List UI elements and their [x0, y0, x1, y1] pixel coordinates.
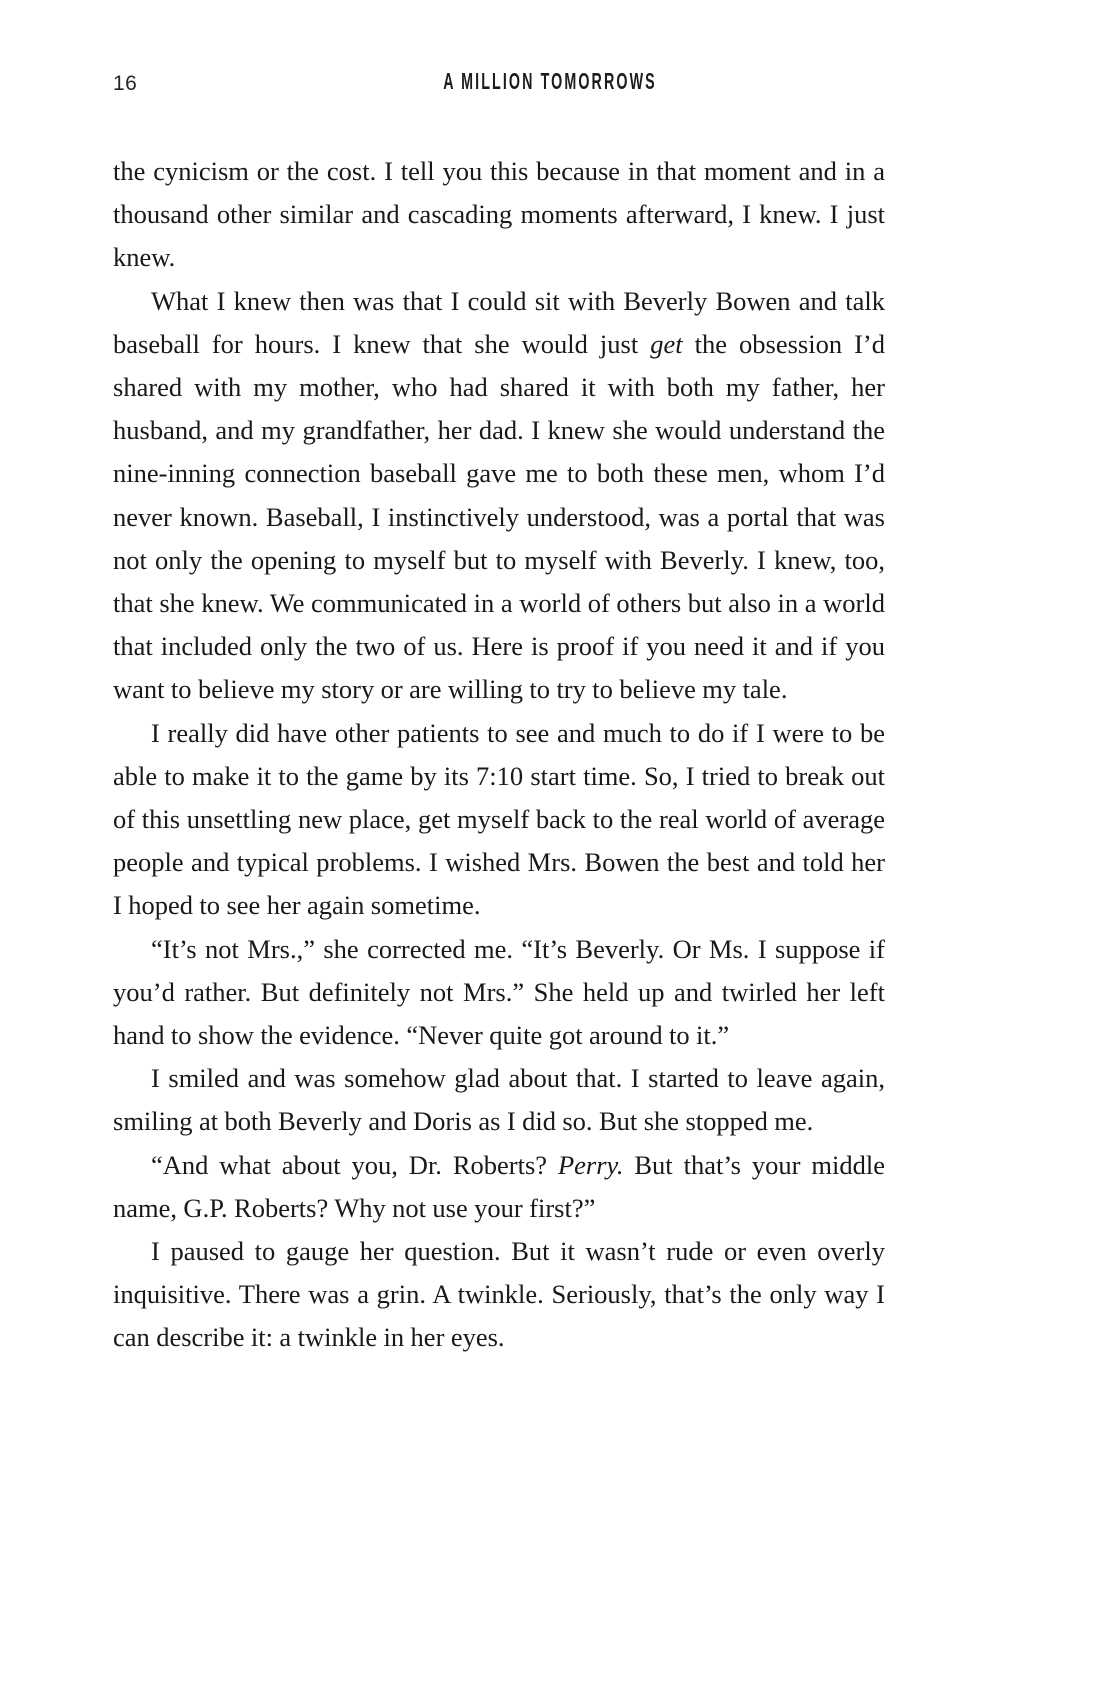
running-head [113, 68, 987, 102]
body-text-run: I really did have other patients to see and much to do if I were to be able to make it to the game by its 7:10 start time. So, I tried to break out of this unsettling new place, get myself back to the real world of average people and typical problems. I wished Mrs. Bowen the best and told her I hoped to see her again sometime. [113, 717, 885, 921]
body-paragraph [113, 280, 885, 712]
body-text-run: “It’s not Mrs.,” she corrected me. “It’s Beverly. Or Ms. I suppose if you’d rather. But definitely not Mrs.” She held up and twirled her left hand to show the evidence. “Never quite got around to it.” [113, 933, 885, 1051]
emphasis-text: get [650, 328, 683, 359]
body-text-run: the cynicism or the cost. I tell you this because in that moment and in a thousand other similar and cascading moments afterward, I knew. I just knew. [113, 156, 885, 273]
body-text-run: “And what about you, Dr. Roberts? [151, 1149, 558, 1180]
body-paragraph [113, 150, 885, 280]
body-text-run: the obsession I’d shared with my mother, who had shared it with both my father, her husband, and my grandfather, her dad. I knew she would understand the nine-inning connection baseball gave me to both these men, whom I’d never known. Baseball, I instinctively understood, was a portal that was not only the opening to myself but to myself with Beverly. I knew, too, that she knew. We communicated in a world of others but also in a world that included only the two of us. Here is proof if you need it and if you want to believe my story or are willing to try to believe my tale. [113, 328, 885, 705]
body-text-run: I smiled and was somehow glad about that. I started to leave again, smiling at both Beverly and Doris as I did so. But she stopped me. [113, 1063, 885, 1137]
body-paragraph [113, 1230, 885, 1360]
body-text-run: I paused to gauge her question. But it wasn’t rude or even overly inquisitive. There was a grin. A twinkle. Seriously, that’s the only way I can describe it: a twinkle in her eyes. [113, 1236, 885, 1353]
body-paragraph [113, 928, 885, 1058]
body-text-block [113, 150, 885, 1360]
book-title-running-head: A MILLION TOMORROWS [443, 68, 657, 94]
body-paragraph [113, 712, 885, 928]
body-text-run: But that’s your middle name, G.P. Roberts? Why not use your first?” [113, 1149, 885, 1223]
body-paragraph [113, 1144, 885, 1230]
body-text-run: What I knew then was that I could sit with Beverly Bowen and talk baseball for hours. I knew that she would just [113, 285, 885, 359]
emphasis-text: Perry. [557, 1149, 624, 1180]
page-number: 16 [113, 72, 138, 95]
body-paragraph [113, 1057, 885, 1143]
